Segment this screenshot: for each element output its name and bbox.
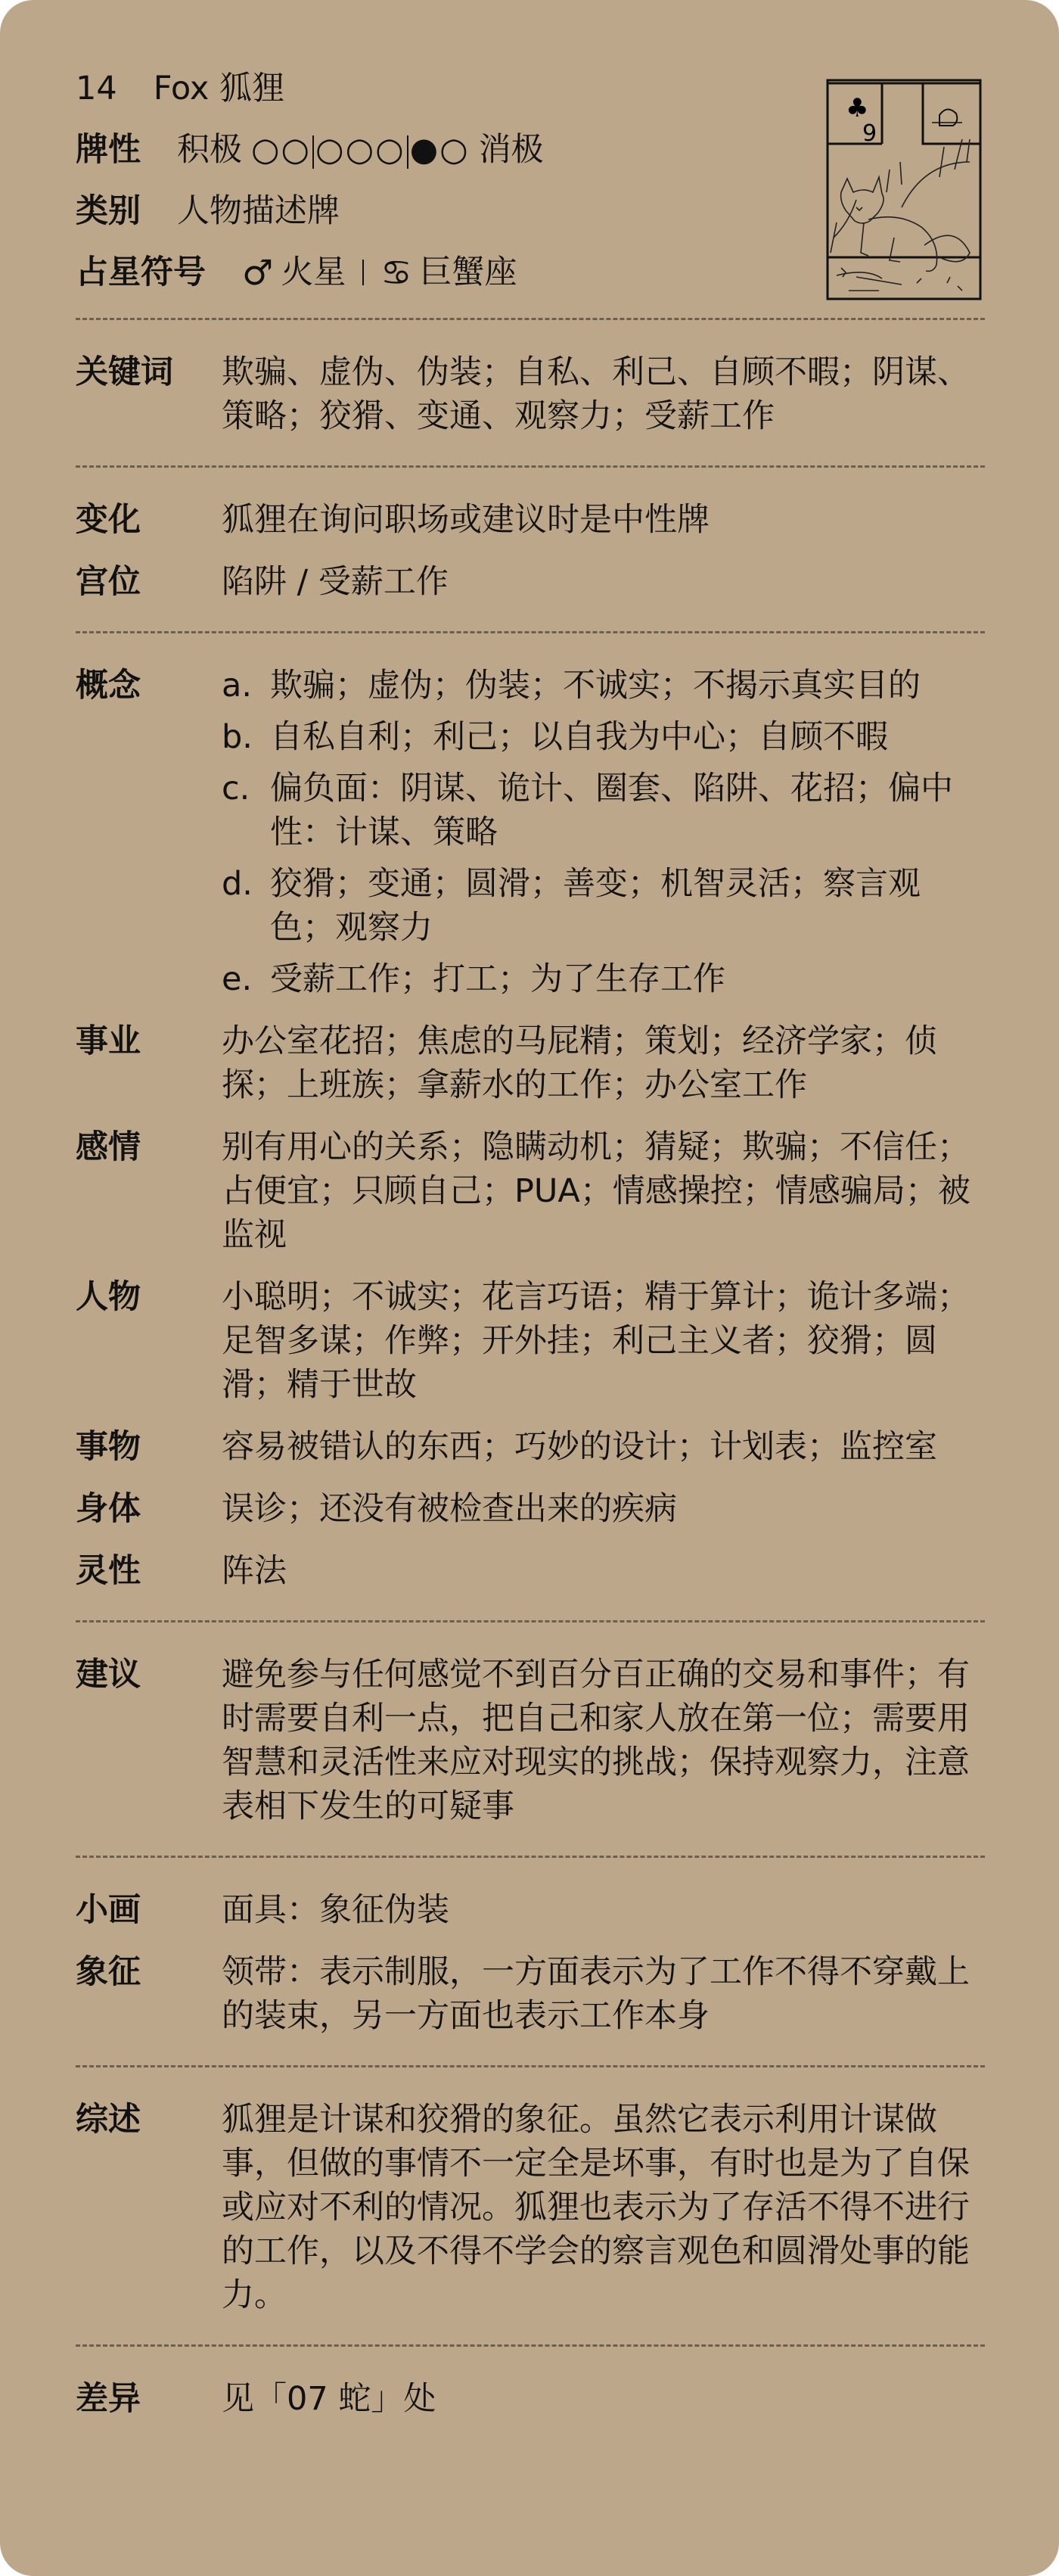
card-header bbox=[76, 67, 832, 312]
row-value: 领带：表示制服，一方面表示为了工作不得不穿戴上的装束，另一方面也表示工作本身 bbox=[222, 1953, 970, 2035]
item-marker: b. bbox=[222, 718, 253, 756]
polarity-negative: 消极 bbox=[478, 131, 544, 169]
row-label: 概念 bbox=[76, 667, 141, 705]
detail-row bbox=[76, 1425, 985, 1469]
sign-name: 巨蟹座 bbox=[419, 254, 517, 291]
row-value: 陷阱 / 受薪工作 bbox=[222, 563, 449, 601]
detail-row bbox=[76, 1888, 985, 1932]
detail-row bbox=[76, 1125, 985, 1257]
planet-name: 火星 bbox=[281, 254, 346, 291]
row-value: 别有用心的关系；隐瞒动机；猜疑；欺骗；不信任；占便宜；只顾自己；PUA；情感操控；情感骗局；被监视 bbox=[222, 1128, 970, 1254]
item-text: 自私自利；利己；以自我为中心；自顾不暇 bbox=[270, 718, 888, 756]
row-value: 狐狸是计谋和狡猾的象征。虽然它表示利用计谋做事，但做的事情不一定全是坏事，有时也是为了自保或应对不利的情况。狐狸也表示为了存活不得不进行的工作，以及不得不学会的察言观色和圆滑处事的能力。 bbox=[222, 2101, 970, 2314]
concept-item bbox=[222, 957, 985, 1001]
row-label: 灵性 bbox=[76, 1552, 141, 1590]
polarity-positive: 积极 bbox=[177, 131, 242, 169]
category-label: 类别 bbox=[76, 192, 141, 230]
concept-item bbox=[222, 664, 985, 708]
item-text: 偏负面：阴谋、诡计、圈套、陷阱、花招；偏中性：计谋、策略 bbox=[270, 770, 953, 851]
scale-divider bbox=[312, 135, 314, 169]
scale-part: ○○ bbox=[251, 131, 312, 169]
row-label: 变化 bbox=[76, 501, 141, 539]
row-label: 差异 bbox=[76, 2380, 141, 2418]
polarity-row bbox=[76, 128, 832, 172]
row-value: 避免参与任何感觉不到百分百正确的交易和事件；有时需要自利一点，把自己和家人放在第一位；需要用智慧和灵活性来应对现实的挑战；保持观察力，注意表相下发生的可疑事 bbox=[222, 1656, 970, 1825]
row-label: 事物 bbox=[76, 1428, 141, 1466]
polarity-label: 牌性 bbox=[76, 131, 141, 169]
row-label: 综述 bbox=[76, 2101, 141, 2139]
concept-list bbox=[222, 664, 985, 1001]
detail-row bbox=[76, 2098, 985, 2317]
row-value: 阵法 bbox=[222, 1552, 287, 1590]
detail-row bbox=[76, 560, 985, 604]
scale-part: ○○○ bbox=[315, 131, 405, 169]
detail-row bbox=[76, 350, 985, 438]
fox-drawing bbox=[831, 139, 970, 291]
astro-label: 占星符号 bbox=[76, 254, 206, 291]
section bbox=[76, 320, 985, 465]
polarity-scale bbox=[251, 128, 470, 172]
category-row bbox=[76, 189, 832, 233]
section bbox=[76, 2067, 985, 2344]
scale-part: ●○ bbox=[409, 131, 470, 169]
card-details bbox=[76, 318, 985, 2448]
row-label: 关键词 bbox=[76, 353, 173, 391]
row-value: 欺骗、虚伪、伪装；自私、利己、自顾不暇；阴谋、策略；狡猾、变通、观察力；受薪工作 bbox=[222, 353, 970, 435]
fox-card-illustration bbox=[826, 79, 982, 300]
row-value: 狐狸在询问职场或建议时是中性牌 bbox=[222, 501, 710, 539]
club-suit-icon: ♣ bbox=[846, 93, 869, 123]
section bbox=[76, 1858, 985, 2065]
card-rank: 9 bbox=[862, 120, 877, 147]
section bbox=[76, 1622, 985, 1856]
card-title: Fox 狐狸 bbox=[153, 70, 285, 107]
row-value: 误诊；还没有被检查出来的疾病 bbox=[222, 1490, 677, 1528]
detail-row bbox=[76, 1019, 985, 1107]
row-label: 事业 bbox=[76, 1022, 141, 1060]
concept-item bbox=[222, 715, 985, 759]
item-text: 受薪工作；打工；为了生存工作 bbox=[270, 960, 725, 998]
row-label: 小画 bbox=[76, 1891, 141, 1929]
detail-row bbox=[76, 2377, 985, 2421]
item-marker: d. bbox=[222, 865, 253, 903]
row-label: 宫位 bbox=[76, 563, 141, 601]
detail-row bbox=[76, 1549, 985, 1593]
concept-item bbox=[222, 862, 985, 950]
row-value: 办公室花招；焦虑的马屁精；策划；经济学家；侦探；上班族；拿薪水的工作；办公室工作 bbox=[222, 1022, 937, 1104]
item-text: 欺骗；虚伪；伪装；不诚实；不揭示真实目的 bbox=[270, 667, 921, 705]
section bbox=[76, 2347, 985, 2448]
detail-row bbox=[76, 1275, 985, 1407]
row-label: 人物 bbox=[76, 1278, 141, 1316]
row-label: 感情 bbox=[76, 1128, 141, 1166]
mars-icon: ♂ bbox=[242, 252, 274, 293]
detail-row bbox=[76, 1950, 985, 2038]
scale-divider bbox=[407, 135, 408, 169]
item-marker: c. bbox=[222, 770, 250, 807]
category-value: 人物描述牌 bbox=[177, 192, 340, 230]
cancer-icon: ♋ bbox=[380, 252, 412, 293]
row-label: 象征 bbox=[76, 1953, 141, 1991]
row-value: 见「07 蛇」处 bbox=[222, 2380, 436, 2418]
section bbox=[76, 633, 985, 1620]
item-marker: e. bbox=[222, 960, 253, 998]
row-value: 面具：象征伪装 bbox=[222, 1891, 449, 1929]
card-title-row bbox=[76, 67, 832, 110]
row-value: 小聪明；不诚实；花言巧语；精于算计；诡计多端；足智多谋；作弊；开外挂；利己主义者；狡猾；圆滑；精于世故 bbox=[222, 1278, 970, 1404]
concept-row bbox=[76, 664, 985, 1001]
item-text: 狡猾；变通；圆滑；善变；机智灵活；察言观色；观察力 bbox=[270, 865, 921, 947]
card-number: 14 bbox=[76, 70, 117, 107]
row-label: 身体 bbox=[76, 1490, 141, 1528]
detail-row bbox=[76, 498, 985, 542]
concept-item bbox=[222, 767, 985, 854]
mask-icon bbox=[939, 109, 957, 126]
row-value: 容易被错认的东西；巧妙的设计；计划表；监控室 bbox=[222, 1428, 937, 1466]
detail-row bbox=[76, 1653, 985, 1828]
row-label: 建议 bbox=[76, 1656, 141, 1694]
section bbox=[76, 468, 985, 631]
astro-row bbox=[76, 250, 832, 294]
astro-divider bbox=[362, 260, 364, 285]
detail-row bbox=[76, 1487, 985, 1531]
item-marker: a. bbox=[222, 667, 253, 705]
